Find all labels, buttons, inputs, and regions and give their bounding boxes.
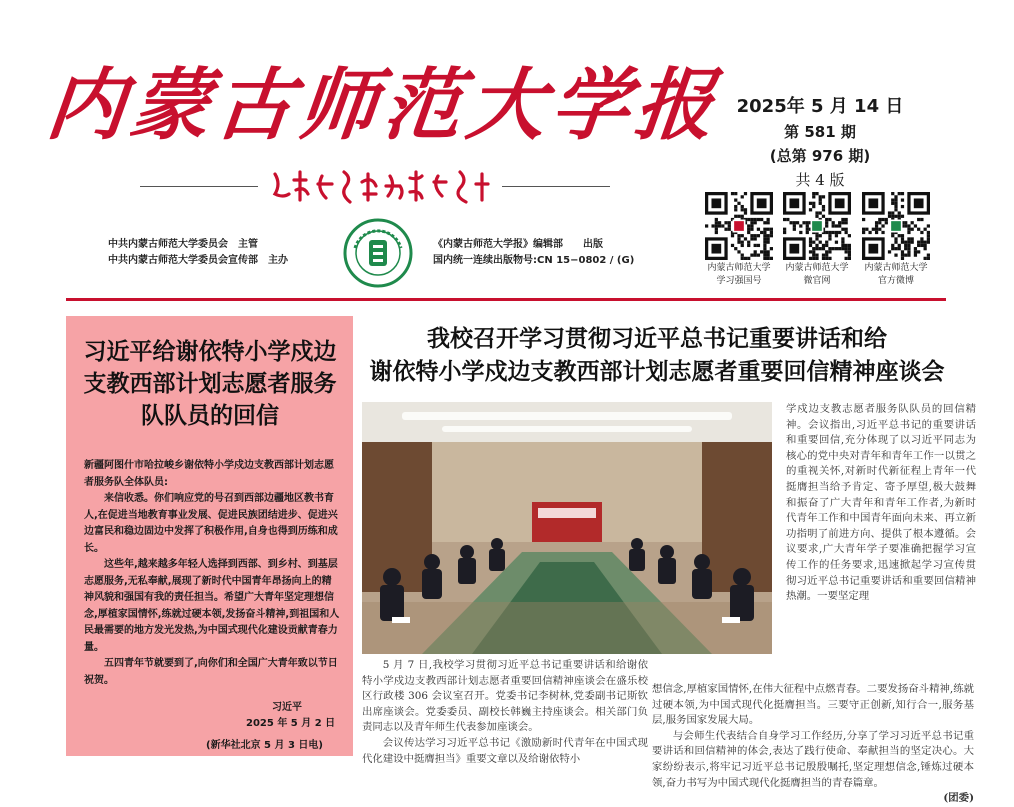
article-bottom-right — [652, 682, 974, 807]
masthead — [42, 38, 725, 166]
qr-caption-line: 官方微博 — [877, 276, 914, 286]
qr-caption-line: 微官网 — [803, 276, 831, 286]
publisher-left — [108, 237, 288, 269]
divider-right — [502, 186, 610, 187]
qr-code-xuexi[interactable] — [705, 192, 773, 260]
publisher-editorial: 《内蒙古师范大学报》编辑部 出版 — [433, 239, 603, 250]
letter-salutation: 新疆阿图什市哈拉峻乡谢依特小学戍边支教西部计划志愿者服务队全体队员: — [84, 460, 334, 488]
article-paragraph: 学戍边支教志愿者服务队队员的回信精神。会议指出,习近平总书记的重要讲话和重要回信,充分体现了以习近平同志为核心的党中央对青年和青年工作一以贯之的重视关怀,对新时代新征程上青年一代挺膺担当给予肯定、寄予厚望,极大鼓舞和振奋了广大青年和青年工作者,为新时代青年工作和中国青年面向未来、再立新功指明了前进方向、提供了根本遵循。会议要求,广大青年学子要准确把握学习宣传工作的任务要求,迅速掀起学习宣传贯彻习近平总书记重要讲话和重要回信精神热潮。一要坚定理 — [786, 403, 976, 603]
qr-caption-xuexi — [694, 262, 784, 288]
article-headline-line: 我校召开学习贯彻习近平总书记重要讲话和给 — [427, 325, 887, 352]
qr-caption-microsite — [772, 262, 862, 288]
letter-box — [66, 316, 353, 756]
letter-sign-date: 2025 年 5 月 2 日 — [246, 718, 336, 729]
letter-paragraph: 五四青年节就要到了,向你们和全国广大青年致以节日祝贺。 — [84, 658, 338, 686]
article-right-column — [786, 402, 976, 605]
qr-caption-line: 学习强国号 — [716, 276, 762, 286]
issue-total: (总第 976 期) — [769, 147, 871, 165]
publisher-supervisor: 中共内蒙古师范大学委员会 主管 — [108, 239, 258, 250]
letter-source: (新华社北京 5 月 3 日电) — [206, 740, 323, 751]
qr-caption-line: 内蒙古师范大学 — [864, 263, 928, 273]
article-paragraph: 与会师生代表结合自身学习工作经历,分享了学习习近平总书记重要讲话和回信精神的体会,表达了践行使命、奉献担当的坚定决心。大家纷纷表示,将牢记习近平总书记殷殷嘱托,坚定理想信念,锤炼过硬本领,奋力书写为中国式现代化挺膺担当的青春篇章。 — [652, 729, 974, 789]
letter-body — [84, 458, 340, 689]
qr-code-weibo[interactable] — [862, 192, 930, 260]
letter-paragraph: 来信收悉。你们响应党的号召到西部边疆地区教书育人,在促进当地教育事业发展、促进民族团结进步、促进兴边富民和稳边固边中发挥了积极作用,自身也得到历练和成长。 — [84, 493, 338, 554]
qr-code-microsite[interactable] — [783, 192, 851, 260]
article-headline — [362, 322, 952, 388]
letter-paragraph: 这些年,越来越多年轻人选择到西部、到乡村、到基层志愿服务,无私奉献,展现了新时代中国青年昂扬向上的精神风貌和强国有我的责任担当。希望广大青年坚定理想信念,厚植家国情怀,练就过硬本领,发扬奋斗精神,到祖国和人民最需要的地方发光发热,为中国式现代化建设贡献青春力量。 — [84, 559, 340, 653]
meeting-photo — [362, 402, 772, 654]
article-headline-line: 谢依特小学戍边支教西部计划志愿者重要回信精神座谈会 — [369, 358, 945, 385]
qr-caption-line: 内蒙古师范大学 — [707, 263, 771, 273]
letter-signature: 习近平 — [272, 702, 302, 713]
article-paragraph: 5 月 7 日,我校学习贯彻习近平总书记重要讲话和给谢依特小学戍边支教西部计划志愿者重要回信精神座谈会在盛乐校区行政楼 306 会议室召开。党委书记李树林,党委副书记斯钦出席座谈会。党委委员、副校长韩巍主持座谈会。相关部门负责同志以及青年师生代表参加座谈会。 — [362, 659, 648, 734]
university-seal-icon — [343, 218, 413, 288]
masthead-title: 内蒙古师范大学报 — [42, 60, 725, 151]
qr-caption-line: 内蒙古师范大学 — [785, 263, 849, 273]
mongolian-title-line — [140, 168, 610, 212]
divider-left — [140, 186, 258, 187]
article-paragraph: 想信念,厚植家国情怀,在伟大征程中点燃青春。二要发扬奋斗精神,练就过硬本领,为中国式现代化挺膺担当。三要守正创新,知行合一,服务基层,服务国家发展大局。 — [652, 683, 974, 727]
issue-info — [715, 92, 925, 190]
article-paragraph: 会议传达学习习近平总书记《激励新时代青年在中国式现代化建设中挺膺担当》重要文章以及给谢依特小 — [362, 736, 648, 765]
publisher-serial-number: 国内统一连续出版物号:CN 15−0802 / (G) — [433, 255, 635, 266]
mongolian-script-logo — [270, 168, 492, 208]
qr-caption-weibo — [851, 262, 941, 288]
issue-date: 2025年 5 月 14 日 — [736, 96, 904, 117]
article-bottom-left — [362, 658, 648, 767]
issue-number: 第 581 期 — [784, 123, 856, 141]
publisher-sponsor: 中共内蒙古师范大学委员会宣传部 主办 — [108, 255, 288, 266]
article-byline — [652, 791, 974, 807]
publisher-right — [433, 237, 634, 269]
article-byline-text: (团委) — [943, 792, 974, 805]
header-divider — [66, 298, 946, 301]
page-count: 共 4 版 — [795, 171, 845, 189]
letter-headline: 习近平给谢依特小学戍边支教西部计划志愿者服务队队员的回信 — [83, 338, 337, 429]
